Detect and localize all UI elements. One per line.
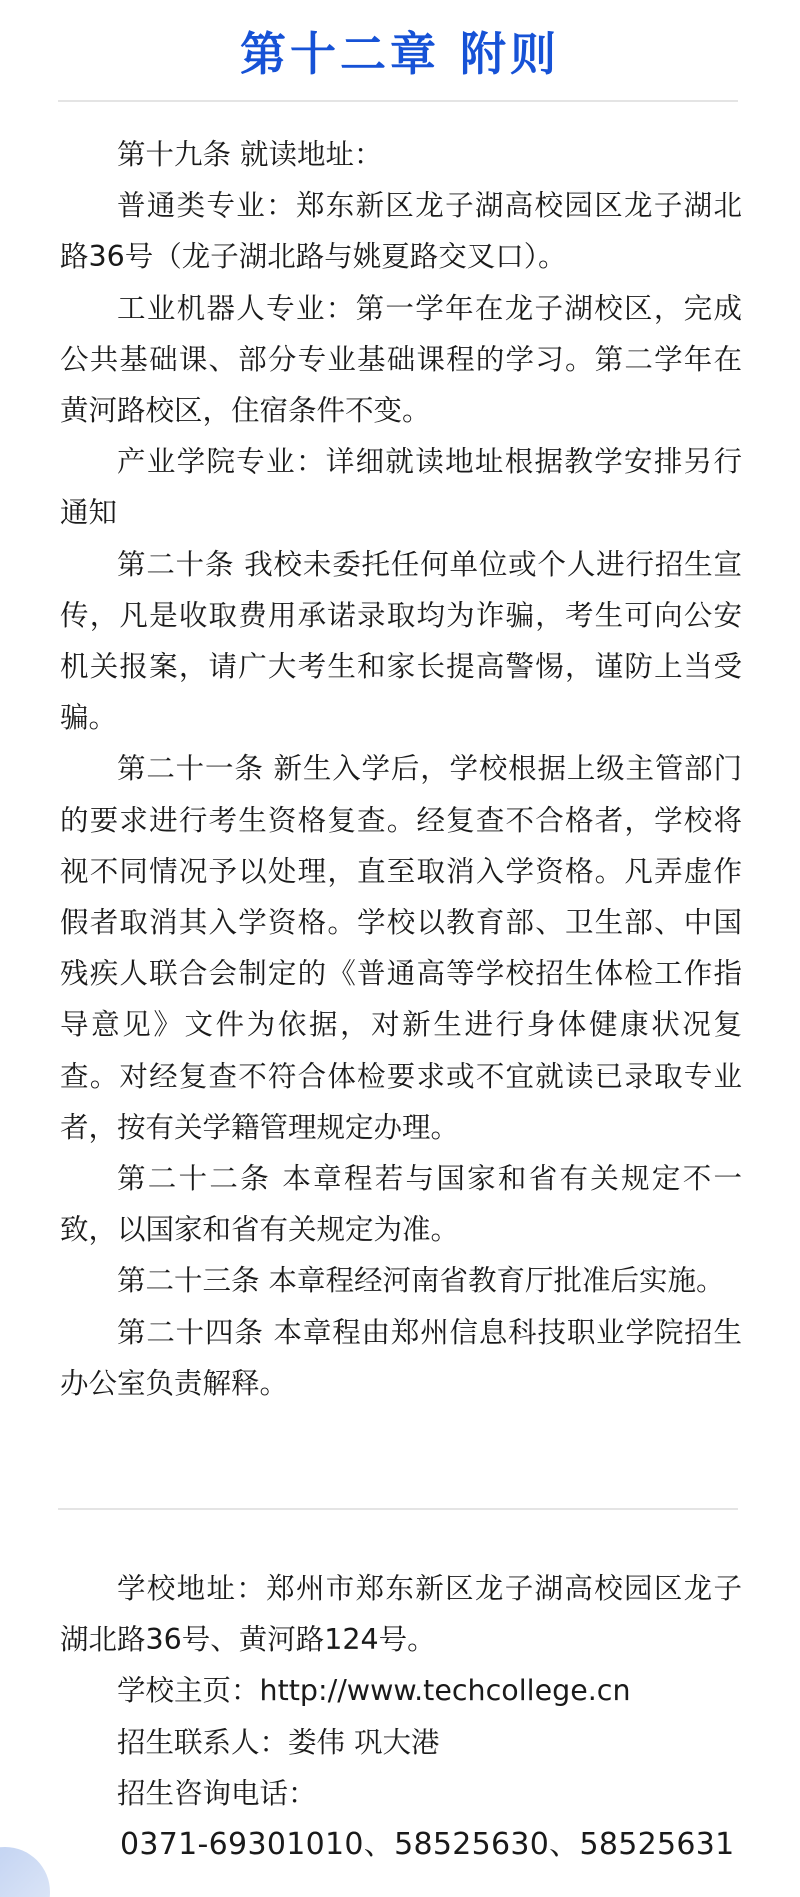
- school-homepage: 学校主页：http://www.techcollege.cn: [117, 1674, 631, 1708]
- section-divider: [58, 1508, 738, 1510]
- article-19-general-majors: 普通类专业：郑东新区龙子湖高校园区龙子湖北路36号（龙子湖北路与姚夏路交叉口）。: [60, 189, 742, 274]
- article-21: 第二十一条 新生入学后，学校根据上级主管部门的要求进行考生资格复查。经复查不合格者，学校将视不同情况予以处理，直至取消入学资格。凡弄虚作假者取消其入学资格。学校以教育部、卫生部、中国残疾人联合会制定的《普通高等学校招生体检工作指导意见》文件为依据，对新生进行身体健康状况复查。对经复查不符合体检要求或不宜就读已录取专业者，按有关学籍管理规定办理。: [60, 752, 742, 1144]
- top-divider: [58, 100, 738, 102]
- articles-section: [60, 129, 742, 1409]
- corner-decoration: [0, 1847, 50, 1897]
- chapter-title: 第十二章 附则: [239, 27, 560, 81]
- school-address: 学校地址：郑州市郑东新区龙子湖高校园区龙子湖北路36号、黄河路124号。: [60, 1572, 742, 1657]
- contact-person: 招生联系人：娄伟 巩大港: [117, 1725, 440, 1759]
- article-19-robotics-major: 工业机器人专业：第一学年在龙子湖校区，完成公共基础课、部分专业基础课程的学习。第二学年在黄河路校区，住宿条件不变。: [60, 291, 742, 428]
- article-19-industry-college: 产业学院专业：详细就读地址根据教学安排另行通知: [60, 445, 742, 530]
- article-20: 第二十条 我校未委托任何单位或个人进行招生宣传，凡是收取费用承诺录取均为诈骗，考生可向公安机关报案，请广大考生和家长提高警惕，谨防上当受骗。: [60, 547, 742, 735]
- phone-label: 招生咨询电话：: [117, 1776, 317, 1810]
- contact-section: [60, 1563, 742, 1870]
- phone-numbers: 0371-69301010、58525630、58525631: [120, 1827, 735, 1863]
- article-23: 第二十三条 本章程经河南省教育厅批准后实施。: [117, 1264, 725, 1298]
- article-19-heading: 第十九条 就读地址：: [117, 138, 383, 171]
- article-24: 第二十四条 本章程由郑州信息科技职业学院招生办公室负责解释。: [60, 1315, 742, 1400]
- article-22: 第二十二条 本章程若与国家和省有关规定不一致，以国家和省有关规定为准。: [60, 1162, 742, 1247]
